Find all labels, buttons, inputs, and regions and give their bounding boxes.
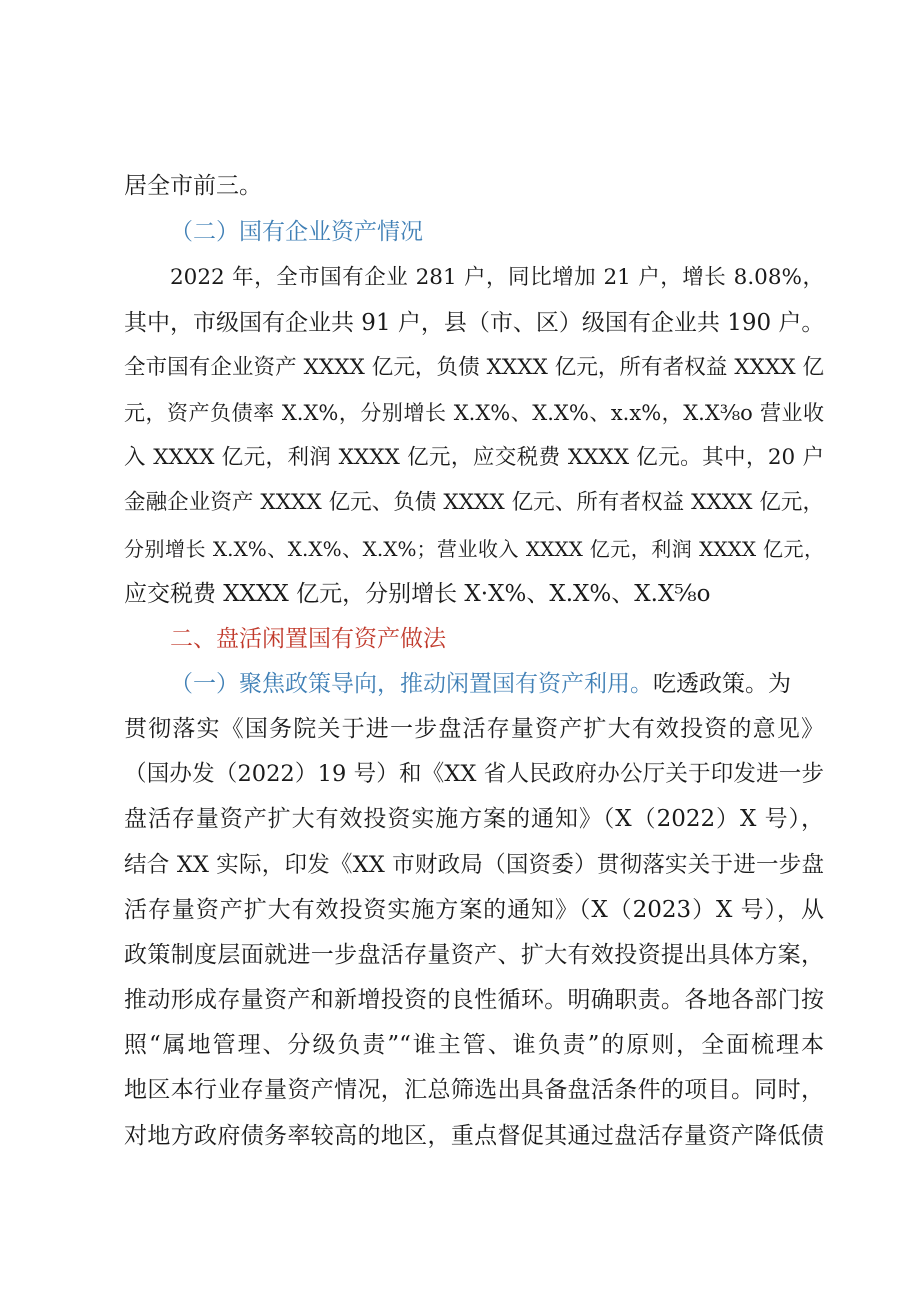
paragraph-line: 照“属地管理、分级负责”“谁主管、谁负责”的原则，全面梳理本	[124, 1032, 824, 1058]
paragraph-line: 对地方政府债务率较高的地区，重点督促其通过盘活存量资产降低债	[124, 1123, 824, 1149]
paragraph-line: 结合 XX 实际，印发《XX 市财政局（国资委）贯彻落实关于进一步盘	[124, 852, 824, 878]
paragraph-line: 地区本行业存量资产情况，汇总筛选出具备盘活条件的项目。同时，	[124, 1077, 824, 1103]
section-heading-state-enterprise-assets: （二）国有企业资产情况	[170, 219, 423, 245]
paragraph-line: 盘活存量资产扩大有效投资实施方案的通知》（X（2022）X 号），	[124, 806, 824, 832]
paragraph-line: （国办发（2022）19 号）和《XX 省人民政府办公厅关于印发进一步	[124, 761, 824, 787]
paragraph-line: 金融企业资产 XXXX 亿元、负债 XXXX 亿元、所有者权益 XXXX 亿元，	[124, 490, 824, 515]
paragraph-line: 分别增长 X.X%、X.X%、X.X%；营业收入 XXXX 亿元，利润 XXXX 亿元，	[124, 537, 824, 561]
paragraph-line: 贯彻落实《国务院关于进一步盘活存量资产扩大有效投资的意见》	[124, 716, 824, 742]
paragraph-line: 全市国有企业资产 XXXX 亿元，负债 XXXX 亿元，所有者权益 XXXX 亿	[124, 355, 824, 380]
subsection-heading-policy-guidance: （一）聚焦政策导向，推动闲置国有资产利用。	[170, 671, 653, 697]
paragraph-line: 推动形成存量资产和新增投资的良性循环。明确职责。各地各部门按	[124, 987, 824, 1013]
paragraph-line: 2022 年，全市国有企业 281 户，同比增加 21 户，增长 8.08%，	[170, 265, 824, 290]
paragraph-lead-line	[170, 662, 824, 706]
paragraph-line: 元，资产负债率 X.X%，分别增长 X.X%、X.X%、x.x%，X.X³⁄₈o 营业收	[124, 401, 824, 425]
lead-tail-text: 吃透政策。为	[653, 671, 791, 697]
chapter-heading-revitalize-idle-assets: 二、盘活闲置国有资产做法	[170, 626, 446, 652]
paragraph-line: 入 XXXX 亿元，利润 XXXX 亿元，应交税费 XXXX 亿元。其中，20 户	[124, 445, 824, 470]
paragraph-line: 活存量资产扩大有效投资实施方案的通知》（X（2023）X 号），从	[124, 897, 824, 923]
paragraph-line: 政策制度层面就进一步盘活存量资产、扩大有效投资提出具体方案，	[124, 942, 824, 968]
paragraph-line: 其中，市级国有企业共 91 户，县（市、区）级国有企业共 190 户。	[124, 310, 825, 336]
continuation-text: 居全市前三。	[124, 173, 262, 199]
paragraph-line: 应交税费 XXXX 亿元，分别增长 X·X%、X.X%、X.X⁵⁄₈o	[124, 581, 711, 607]
